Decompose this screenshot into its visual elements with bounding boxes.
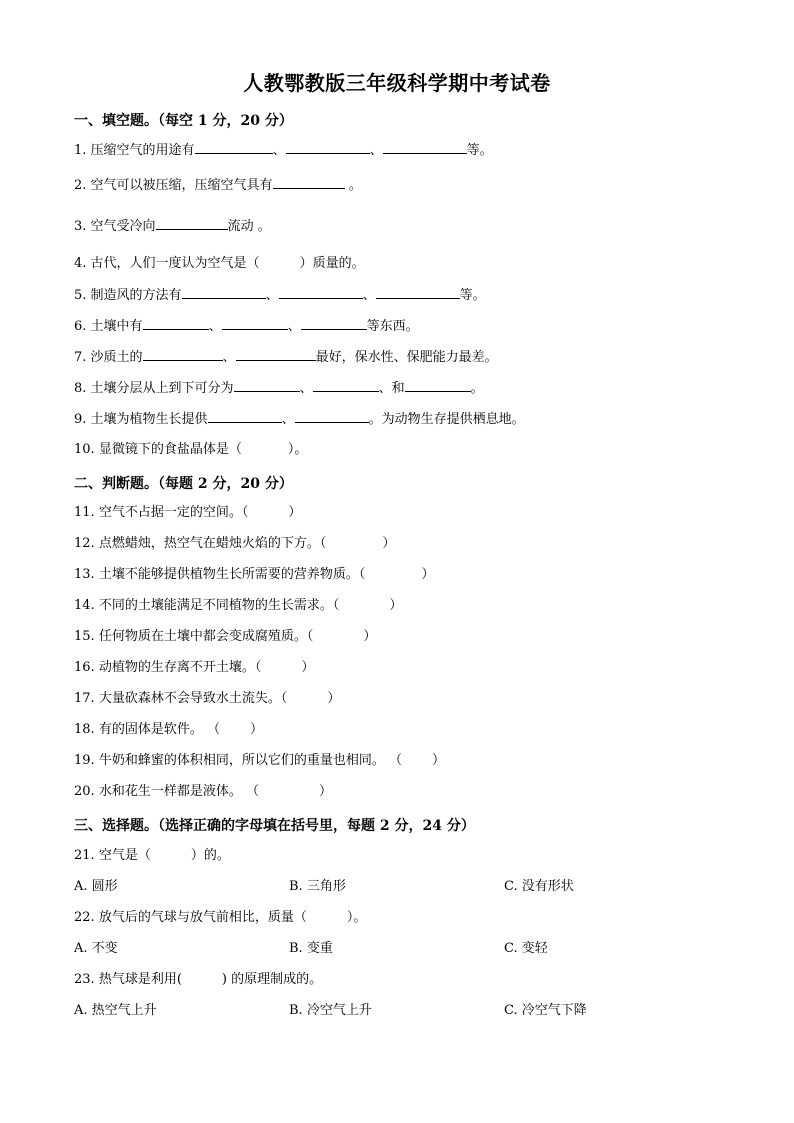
option-b[interactable]: B. 变重 — [289, 941, 333, 956]
answer-blank[interactable] — [383, 141, 467, 154]
answer-blank[interactable] — [286, 141, 370, 154]
answer-blank[interactable] — [182, 286, 266, 299]
question-14: 14. 不同的土壤能满足不同植物的生长需求。（ ） — [74, 598, 403, 613]
question-2: 2. 空气可以被压缩，压缩空气具有 。 — [74, 178, 362, 193]
question-23: 23. 热气球是利用( ) 的原理制成的。 — [74, 972, 323, 987]
question-10: 10. 显微镜下的食盐晶体是（ ）。 — [74, 442, 308, 457]
section-heading-multiple-choice: 三、选择题。（选择正确的字母填在括号里，每题 2 分，24 分） — [74, 818, 475, 834]
question-7: 7. 沙质土的 、 最好，保水性、保肥能力最差。 — [74, 350, 498, 365]
option-c[interactable]: C. 变轻 — [504, 941, 548, 956]
answer-blank[interactable] — [295, 410, 369, 423]
question-13: 13. 土壤不能够提供植物生长所需要的营养物质。（ ） — [74, 567, 435, 582]
question-11: 11. 空气不占据一定的空间。（ ） — [74, 505, 302, 520]
answer-blank[interactable] — [301, 317, 367, 330]
answer-blank[interactable] — [222, 317, 288, 330]
question-21: 21. 空气是（ ）的。 — [74, 848, 230, 863]
question-19: 19. 牛奶和蜂蜜的体积相同，所以它们的重量也相同。 （ ） — [74, 753, 445, 768]
question-20: 20. 水和花生一样都是液体。 （ ） — [74, 784, 332, 799]
section-heading-fill-in: 一、填空题。（每空 1 分，20 分） — [74, 113, 293, 129]
answer-blank[interactable] — [279, 286, 363, 299]
question-18: 18. 有的固体是软件。 （ ） — [74, 722, 263, 737]
page-title: 人教鄂教版三年级科学期中考试卷 — [243, 71, 551, 95]
question-12: 12. 点燃蜡烛，热空气在蜡烛火焰的下方。（ ） — [74, 536, 396, 551]
question-16: 16. 动植物的生存离不开土壤。（ ） — [74, 660, 315, 675]
answer-blank[interactable] — [273, 176, 345, 189]
answer-blank[interactable] — [234, 379, 300, 392]
answer-blank[interactable] — [236, 348, 316, 361]
question-17: 17. 大量砍森林不会导致水土流失。（ ） — [74, 691, 341, 706]
answer-blank[interactable] — [208, 410, 282, 423]
section-heading-true-false: 二、判断题。（每题 2 分，20 分） — [74, 476, 293, 492]
option-a[interactable]: A. 圆形 — [74, 879, 118, 894]
question-4: 4. 古代，人们一度认为空气是（ ）质量的。 — [74, 256, 365, 271]
question-8: 8. 土壤分层从上到下可分为 、 、和 。 — [74, 381, 484, 396]
option-c[interactable]: C. 冷空气下降 — [504, 1003, 587, 1018]
question-15: 15. 任何物质在土壤中都会变成腐殖质。（ ） — [74, 629, 377, 644]
option-c[interactable]: C. 没有形状 — [504, 879, 574, 894]
answer-blank[interactable] — [143, 317, 209, 330]
option-a[interactable]: A. 热空气上升 — [74, 1003, 157, 1018]
option-b[interactable]: B. 冷空气上升 — [289, 1003, 372, 1018]
answer-blank[interactable] — [313, 379, 379, 392]
question-9: 9. 土壤为植物生长提供 、 。为动物生存提供栖息地。 — [74, 412, 525, 427]
option-a[interactable]: A. 不变 — [74, 941, 118, 956]
answer-blank[interactable] — [143, 348, 223, 361]
answer-blank[interactable] — [376, 286, 460, 299]
answer-blank[interactable] — [156, 217, 228, 230]
question-5: 5. 制造风的方法有 、 、 等。 — [74, 288, 486, 303]
answer-blank[interactable] — [405, 379, 471, 392]
question-6: 6. 土壤中有 、 、 等东西。 — [74, 319, 419, 334]
question-1: 1. 压缩空气的用途有 、 、 等。 — [74, 143, 493, 158]
option-b[interactable]: B. 三角形 — [289, 879, 346, 894]
question-3: 3. 空气受冷向 流动 。 — [74, 219, 271, 234]
answer-blank[interactable] — [195, 141, 273, 154]
question-22: 22. 放气后的气球与放气前相比，质量（ ）。 — [74, 910, 367, 925]
